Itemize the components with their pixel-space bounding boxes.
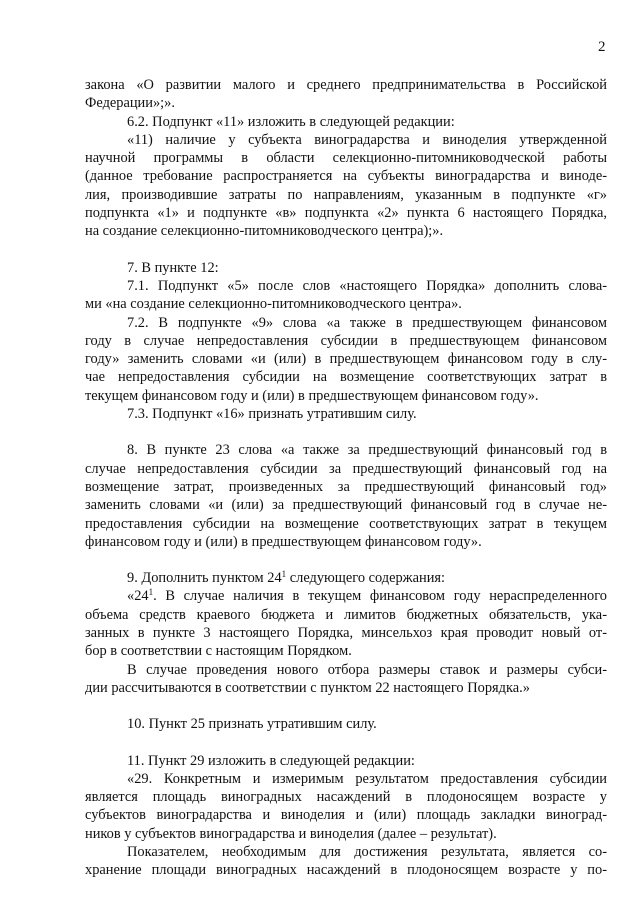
text-line: 10. Пункт 25 признать утратившим силу. <box>127 716 377 733</box>
text-line: 6.2. Подпункт «11» изложить в следующей редакции: <box>127 113 455 130</box>
text-line: году» заменить словами «и (или) в предшествующем финансовом году в слу- <box>85 351 607 368</box>
text-line: году в случае непредоставления субсидии в предшествующем финансовом <box>85 332 607 349</box>
text-line: объема средств краевого бюджета и лимитов бюджетных обязательств, ука- <box>85 606 607 623</box>
text-line: Показателем, необходимым для достижения результата, является со- <box>127 843 607 860</box>
text-span: «24 <box>127 588 149 605</box>
text-line <box>85 587 607 605</box>
text-line: случае непредоставления субсидии за предшествующий финансовый год на <box>85 460 607 477</box>
text-line: 8. В пункте 23 слова «а также за предшествующий финансовый год в <box>127 442 607 459</box>
text-line: 7. В пункте 12: <box>127 259 219 276</box>
paragraph-gap <box>85 697 607 715</box>
text-line: 11. Пункт 29 изложить в следующей редакции: <box>127 752 415 769</box>
text-line: текущем финансовом году и (или) в предшествующем финансовом году». <box>85 387 539 404</box>
text-line: Федерации»;». <box>85 95 175 112</box>
text-span: 9. Дополнить пунктом 24 <box>127 570 282 587</box>
paragraph-gap <box>85 423 607 441</box>
text-line: ников у субъектов виноградарства и виноделия (далее – результат). <box>85 825 497 842</box>
text-line: закона «О развитии малого и среднего предпринимательства в Российской <box>85 77 607 93</box>
text-line: 7.3. Подпункт «16» признать утратившим силу. <box>127 406 417 423</box>
document-body <box>85 76 607 880</box>
text-span: следующего содержания: <box>286 570 446 587</box>
text-line: научной программы в области селекционно-питомниководческой работы <box>85 150 607 167</box>
text-line: возмещение затрат, произведенных за предшествующий финансовый год» <box>85 478 607 495</box>
text-line: дии рассчитываются в соответствии с пунктом 22 настоящего Порядка.» <box>85 679 530 696</box>
text-line: финансовом году и (или) в предшествующем финансовом году». <box>85 533 482 550</box>
text-line: чае непредоставления субсидии на возмещение соответствующих затрат в <box>85 369 607 386</box>
text-line <box>85 569 607 587</box>
text-span: . В случае наличия в текущем финансовом году нераспределенного <box>153 588 607 605</box>
text-line: занных в пункте 3 настоящего Порядка, минсельхоз края проводит новый от- <box>85 625 607 642</box>
text-line: «29. Конкретным и измеримым результатом предоставления субсидии <box>127 770 607 787</box>
text-line: В случае проведения нового отбора размеры ставок и размеры субси- <box>127 661 607 678</box>
text-line: (данное требование распространяется на субъекты виноградарства и виноде- <box>85 168 607 185</box>
paragraph-gap <box>85 734 607 752</box>
paragraph-gap <box>85 551 607 569</box>
text-line: заменить словами «и (или) за предшествующий финансовый год в случае не- <box>85 497 607 514</box>
text-line: предоставления субсидии на возмещение соответствующих затрат в текущем <box>85 515 607 532</box>
text-line: ми «на создание селекционно-питомниководческого центра». <box>85 296 462 313</box>
text-line: 7.1. Подпункт «5» после слов «настоящего Порядка» дополнить слова- <box>127 277 607 294</box>
text-line: бор в соответствии с настоящим Порядком. <box>85 643 352 660</box>
page-number: 2 <box>598 39 606 55</box>
text-line: хранение площади виноградных насаждений в плодоносящем возрасте у по- <box>85 862 607 879</box>
superscript: 1 <box>281 569 287 580</box>
paragraph-gap <box>85 241 607 259</box>
text-line: лия, производившие затраты по направлениям, указанным в подпункте «г» <box>85 186 607 203</box>
text-line: на создание селекционно-питомниководческого центра);». <box>85 223 444 240</box>
text-line: 7.2. В подпункте «9» слова «а также в предшествующем финансовом <box>127 314 607 331</box>
text-line: является площадь виноградных насаждений в плодоносящем возрасте у <box>85 789 607 806</box>
text-line: субъектов виноградарства и виноделия и (или) площадь закладки виноград- <box>85 807 607 824</box>
superscript: 1 <box>148 587 154 598</box>
text-line: подпункта «1» и подпункте «в» подпункта «2» пункта 6 настоящего Порядка, <box>85 205 607 222</box>
text-line: «11) наличие у субъекта виноградарства и виноделия утвержденной <box>127 131 607 148</box>
